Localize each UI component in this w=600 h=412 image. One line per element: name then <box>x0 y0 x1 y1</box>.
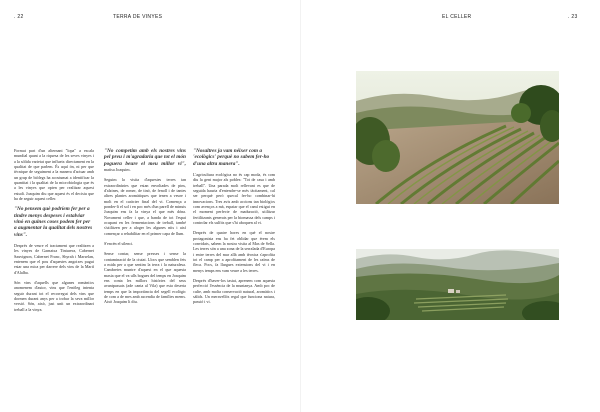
quote-attribution: matisa Joaquim. <box>104 166 131 172</box>
text-column-3 <box>193 148 275 310</box>
valley-panorama-illustration <box>356 249 559 320</box>
left-page-number: . 22 <box>14 14 24 20</box>
pull-quote: "Nosaltres ja vam néixer com a 'ecològics' perquè no sabem fer-ho d'una altra manera". <box>193 148 270 167</box>
right-page-number: . 23 <box>568 14 578 20</box>
paragraph: Seguim la visita d'aquestes terres tan extraordinàries que estan envoltades de pins, d'alzines, de romer, de tinó, de fenoll i de tantes altres plantes aromàtiques que tenen a veure i molt en el caràcter final del vi. Comença a ponder-li el sol i en poc més d'un parell de minuts Joaquim ens fa la vinya el que més dóna. Novament celler i que, a banda de tot l'espai ocupant en les fermentacions de treball, també s'utilitzen per a aloger les algunes nits i així començar a rehabilitar en el primer capa de llum. <box>104 177 186 236</box>
paragraph: Després d'haver-los tastat, aprenem com aquesta perfecció l'essència de la muntanya. Amb poc de culte, amb molta conservació natural, aromàtics i sàlids. Un meravellós regal que funciona natura, passió i vi. <box>193 278 275 305</box>
pull-quote: "No pensem què podríem fer per a tindre menys despeses i estalviar vinó en quines coses podem fer per a augmentar la qualitat dels nostres vins". <box>14 206 93 238</box>
paragraph: Després de quatre hores en què el nostre protagonista ens ha fet oblidar que érem els convidats, sabem la nostra visita al Mas de Sella. Les terres són a una zona de la serralada d'Europa i entre terres del mar allà amb tècnica s'aprofita tot el camp per a aprofitament de les raïms de fleca. Pocs, fa llargues extensions del vi i en menys temps ens vam veure a les terres. <box>193 230 275 273</box>
text-column-2 <box>104 148 186 310</box>
vineyard-rows-photo <box>356 71 559 204</box>
vineyard-rows-illustration <box>356 71 559 204</box>
pull-quote: "No competim amb els nostres vins pel preu i m'agradaria que tot el món poguera beure el meu millor vi", <box>104 148 186 167</box>
paragraph: Després de veure el tractament que realitzen a les vinyes de Garnatxa Tinturera, Cabernet Sauvignon, Cabernet Franc, Shyrah i Marselan, entenem que el pou d'aquestes angoixes pugui estar una mica per darrere dels vins de la Martí d'Alalba. <box>14 242 94 275</box>
right-running-title: EL CELLER <box>442 14 472 20</box>
paragraph: Format part d'un alternant "lopa" a escala mundial quant a la riquesa de les seves vinyes i a la sòlida varietat que influeix directament en la qualitat de que parlem. És aquí ón, ni per que tècnique de seguiment a la manera d'actuar amb un grup de biòlegs ha acostumat a identificar la quantitat i la qualitat de la microbiologia que és a les vinyes que opten per realitzar aquest estudi. Joaquim diu que aquest és el decisiu que ha de seguir aquest celler. <box>14 148 94 202</box>
text-column-1 <box>14 148 94 317</box>
spread-gutter <box>300 0 301 412</box>
left-running-title: TERRA DE VINYES <box>113 14 163 20</box>
quote-block <box>104 148 186 172</box>
paragraph: Sense contar, sense presses i sense la contaminació de la ciutat. Llocs que semblen fets a mida per a que sentim la terra i la naturalesa. Cambretes muntre d'aquest en el que aquesta masia que el va ulls bogues del temps en Joaquim ens conta les millors històries del seus avantpassats (ade canta al Vila) que esta deserta temps en que la importància del segell ecològic de com a de mes amb ascendia de famílies mems. Això Joaquim li diu. <box>104 251 186 305</box>
valley-panorama-photo <box>356 249 559 320</box>
paragraph: Són vins d'aquells que algunes romàntics anomenem d'autor, vins que l'enòleg intenta seguir durant tot el recorregut dels vins que dormen durant anys per a trobar la seva millor versió. Són, això, just unit un extraordinari treball a la vinya. <box>14 279 94 312</box>
paragraph: L'agricultura ecològica no és cap moda, és com diu la gent major als pobles: "Tot de casa i amb treball". Una parada molt rellevant es que de seguida hauria d'entendre-se més tàcitament, cal ser perquè però quecal fer-ho combinar-hi innovacions. Tres avis amb accions tan biològics com avenços a mà, espaiar que el camí estigui en el moment perfecte de maduració, utilitzar fertilitzants generats per la biomassa dels camps i controlar els sulfits que s'hi aboquen al vi. <box>193 171 275 225</box>
paragraph: S'encén el silenci. <box>104 241 134 247</box>
